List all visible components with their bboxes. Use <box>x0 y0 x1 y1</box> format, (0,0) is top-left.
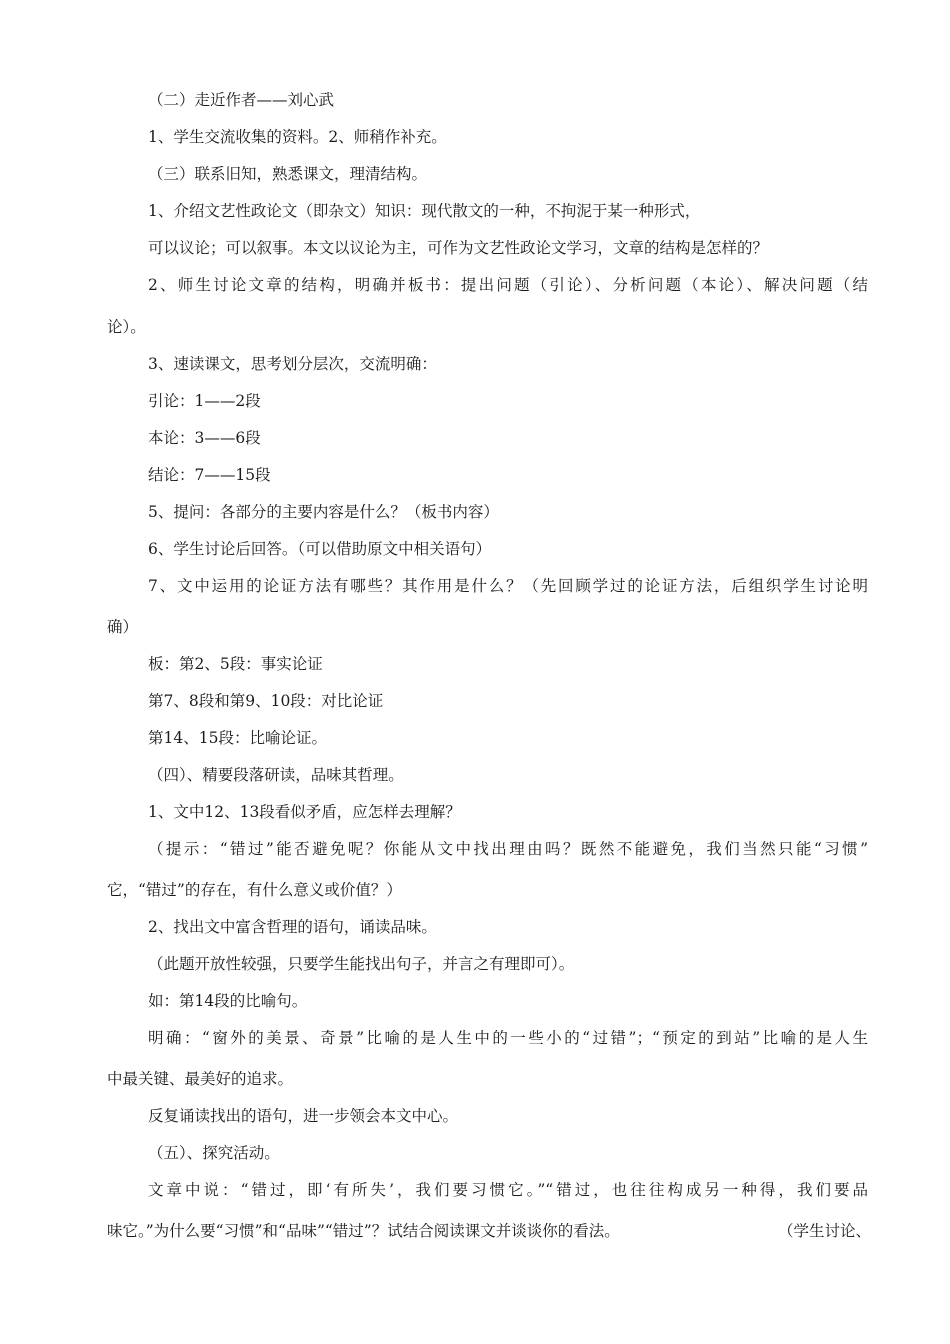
paragraph: 5、提问：各部分的主要内容是什么？（板书内容） <box>148 503 499 521</box>
section-heading-inquiry: （五）、探究活动。 <box>148 1144 280 1162</box>
paragraph: 3、速读课文，思考划分层次，交流明确： <box>148 355 437 373</box>
paragraph: 2、找出文中富含哲理的语句，诵读品味。 <box>148 918 437 936</box>
paragraph: （此题开放性较强，只要学生能找出句子，并言之有理即可）。 <box>148 955 575 973</box>
list-item: 板：第2、5段：事实论证 <box>148 655 323 673</box>
section-heading-structure: （三）联系旧知，熟悉课文，理清结构。 <box>148 165 428 183</box>
list-item: 第14、15段：比喻论证。 <box>148 729 327 747</box>
paragraph: 如：第14段的比喻句。 <box>148 992 308 1010</box>
paragraph-continuation: 中最关键、最美好的追求。 <box>107 1070 294 1088</box>
paragraph-continuation <box>0 1220 950 1242</box>
section-heading-reading: （四）、精要段落研读，品味其哲理。 <box>148 766 404 784</box>
paragraph-continuation: 论）。 <box>107 318 146 336</box>
list-item: 引论：1——2段 <box>148 392 261 410</box>
paragraph-continuation: 它，“错过”的存在，有什么意义或价值？） <box>107 881 402 899</box>
paragraph: 2、师生讨论文章的结构，明确并板书：提出问题（引论）、分析问题（本论）、解决问题（结 <box>148 276 868 294</box>
paragraph-continuation: 确） <box>107 618 139 636</box>
paragraph: 6、学生讨论后回答。（可以借助原文中相关语句） <box>148 540 492 558</box>
paragraph: 反复诵读找出的语句，进一步领会本文中心。 <box>148 1107 459 1125</box>
paragraph-text: 味它。”为什么要“习惯”和“品味”“错过”？试结合阅读课文并谈谈你的看法。 <box>107 1222 620 1240</box>
paragraph: 可以议论；可以叙事。本文以议论为主，可作为文艺性政论文学习，文章的结构是怎样的？ <box>148 239 769 257</box>
paragraph: 1、学生交流收集的资料。2、师稍作补充。 <box>148 128 447 146</box>
list-item: 结论：7——15段 <box>148 466 271 484</box>
list-item: 本论：3——6段 <box>148 429 261 447</box>
section-heading-author: （二）走近作者——刘心武 <box>148 91 335 109</box>
paragraph: 1、文中12、13段看似矛盾，应怎样去理解？ <box>148 803 461 821</box>
paragraph: 7、文中运用的论证方法有哪些？其作用是什么？（先回顾学过的论证方法，后组织学生讨论明 <box>148 577 868 595</box>
paragraph: 文章中说：“错过，即‘有所失’，我们要习惯它。”“错过，也往往构成另一种得，我们要品 <box>148 1181 868 1199</box>
paragraph-tail: （学生讨论、 <box>778 1222 872 1240</box>
paragraph: 1、介绍文艺性政论文（即杂文）知识：现代散文的一种，不拘泥于某一种形式， <box>148 202 701 220</box>
paragraph: 明确：“窗外的美景、奇景”比喻的是人生中的一些小的“过错”；“预定的到站”比喻的是人生 <box>148 1029 868 1047</box>
paragraph: （提示：“错过”能否避免呢？你能从文中找出理由吗？既然不能避免，我们当然只能“习惯” <box>148 840 868 858</box>
list-item: 第7、8段和第9、10段：对比论证 <box>148 692 384 710</box>
